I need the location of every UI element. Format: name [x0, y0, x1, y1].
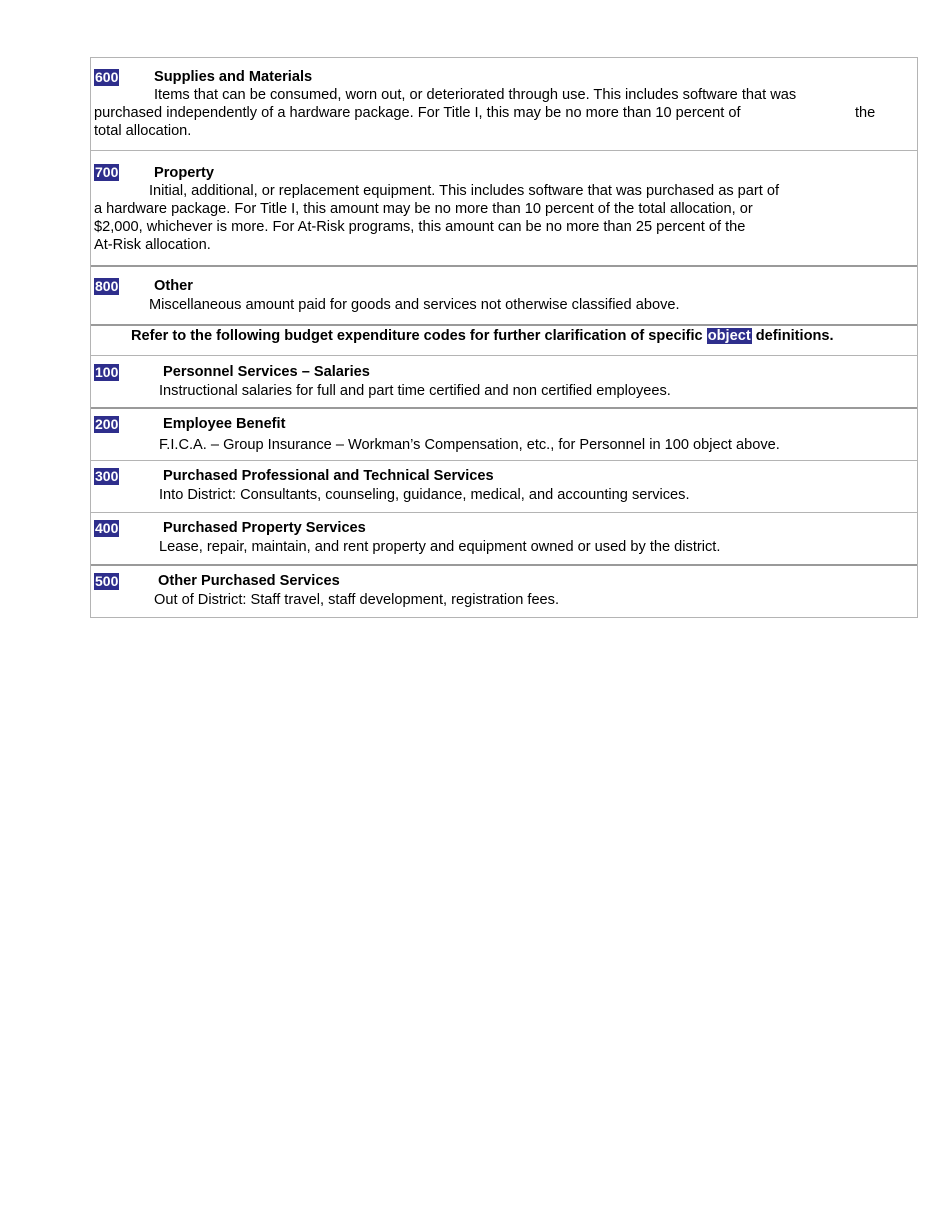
description-line: purchased independently of a hardware package. For Title I, this may be no more than 10 percent of: [94, 105, 741, 121]
description-line: Into District: Consultants, counseling, guidance, medical, and accounting services.: [159, 487, 690, 503]
section-title: Employee Benefit: [163, 416, 286, 432]
description-line: F.I.C.A. – Group Insurance – Workman’s Compensation, etc., for Personnel in 100 object above.: [159, 437, 780, 453]
code-badge: 100: [95, 364, 119, 380]
code-badge: 600: [95, 69, 119, 85]
section-title: Supplies and Materials: [154, 69, 313, 85]
description-line: the: [855, 105, 876, 121]
section-800: [91, 265, 917, 324]
code-badge: 300: [95, 468, 119, 484]
section-title: Property: [154, 165, 215, 181]
description-line: Items that can be consumed, worn out, or deteriorated through use. This includes software that was: [154, 87, 797, 103]
section-200: [91, 407, 917, 460]
code-badge: 800: [95, 278, 119, 294]
description-line: total allocation.: [94, 123, 192, 139]
description-line: Instructional salaries for full and part time certified and non certified employees.: [159, 383, 671, 399]
refer-after: definitions.: [755, 328, 834, 344]
code-badge: 400: [95, 520, 119, 536]
section-400: [91, 512, 917, 564]
section-500: [91, 564, 917, 618]
description-line: Out of District: Staff travel, staff development, registration fees.: [154, 592, 560, 608]
description-line: Initial, additional, or replacement equipment. This includes software that was purchased as part of: [149, 183, 780, 199]
description-line: Lease, repair, maintain, and rent property and equipment owned or used by the district.: [159, 539, 721, 555]
refer-before: Refer to the following budget expenditure codes for further clarification of specific: [131, 328, 703, 344]
section-300: [91, 460, 917, 512]
highlighted-word: object: [707, 328, 751, 344]
section-title: Purchased Property Services: [163, 520, 366, 536]
section-600: [91, 57, 917, 150]
section-title: Other: [154, 278, 193, 294]
description-line: $2,000, whichever is more. For At-Risk programs, this amount can be no more than 25 percent of the: [94, 219, 746, 235]
refer-text: [131, 327, 834, 345]
section-100: [91, 355, 917, 407]
code-badge: 700: [95, 164, 119, 180]
section-title: Other Purchased Services: [158, 573, 340, 589]
section-title: Purchased Professional and Technical Services: [163, 468, 494, 484]
description-line: a hardware package. For Title I, this amount may be no more than 10 percent of the total allocation, or: [94, 201, 753, 217]
code-badge: 500: [95, 573, 119, 589]
expenditure-code-table: [90, 57, 918, 618]
description-line: Miscellaneous amount paid for goods and services not otherwise classified above.: [149, 297, 680, 313]
description-line: At-Risk allocation.: [94, 237, 211, 253]
section-700: [91, 150, 917, 265]
code-badge: 200: [95, 416, 119, 432]
refer-note: [91, 324, 917, 355]
section-title: Personnel Services – Salaries: [163, 364, 370, 380]
